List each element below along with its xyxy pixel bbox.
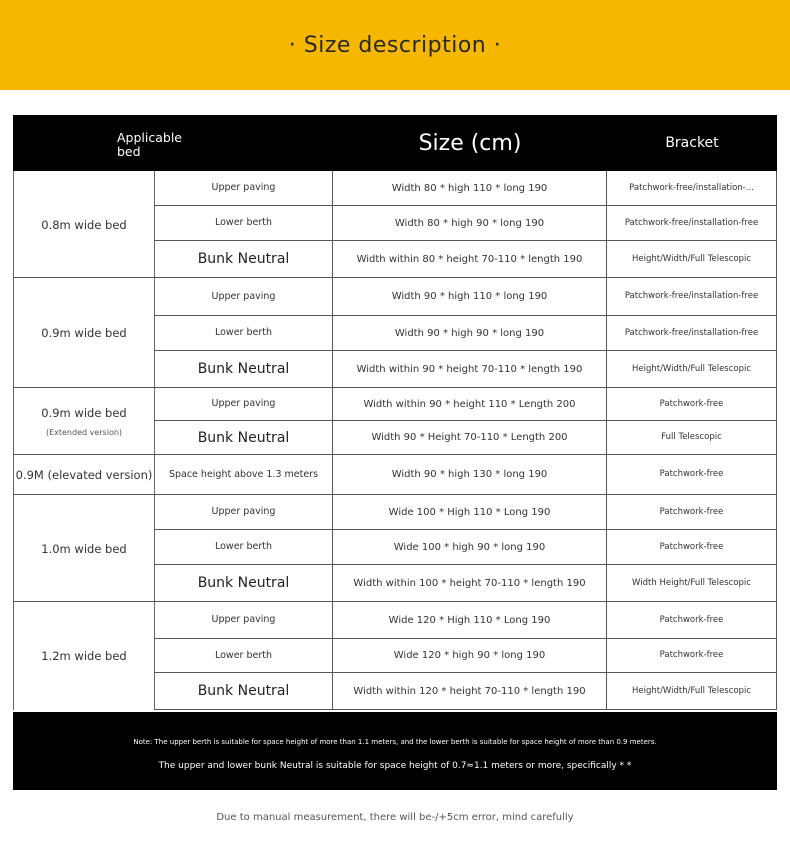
berth-type-cell: Bunk Neutral	[155, 421, 333, 454]
berth-type-cell: Lower berth	[155, 639, 333, 672]
bed-size-cell	[13, 171, 155, 278]
table-row	[155, 639, 777, 673]
dimensions-cell: Width 90 * high 90 * long 190	[333, 316, 607, 350]
dimensions-cell: Width 90 * high 130 * long 190	[333, 455, 607, 494]
table-row	[155, 388, 777, 421]
bed-size-cell	[13, 388, 155, 455]
bed-size-label: 0.9m wide bed	[41, 406, 127, 420]
dimensions-cell: Wide 100 * high 90 * long 190	[333, 530, 607, 564]
bracket-cell: Patchwork-free/installation-free	[607, 278, 777, 315]
dimensions-cell: Width 90 * high 110 * long 190	[333, 278, 607, 315]
bed-group	[13, 602, 777, 710]
header-size: Size (cm)	[418, 130, 522, 156]
page-title: · Size description ·	[288, 32, 502, 58]
bed-size-cell	[13, 602, 155, 710]
berth-type-cell: Upper paving	[155, 388, 333, 420]
bed-size-label: 0.9m wide bed	[41, 326, 127, 340]
dimensions-cell: Width 90 * Height 70-110 * Length 200	[333, 421, 607, 454]
table-row	[155, 530, 777, 565]
bracket-cell: Width Height/Full Telescopic	[607, 565, 777, 601]
table-row	[155, 495, 777, 530]
header-applicable-bed: Applicable bed	[117, 130, 182, 159]
dimensions-cell: Wide 120 * high 90 * long 190	[333, 639, 607, 672]
berth-type-cell: Bunk Neutral	[155, 565, 333, 601]
table-row	[155, 171, 777, 206]
dimensions-cell: Width 80 * high 110 * long 190	[333, 171, 607, 205]
note-box	[13, 712, 777, 790]
berth-type-cell: Lower berth	[155, 530, 333, 564]
bed-size-sublabel: (Extended version)	[45, 428, 123, 437]
bracket-cell: Height/Width/Full Telescopic	[607, 241, 777, 277]
bracket-cell: Height/Width/Full Telescopic	[607, 351, 777, 387]
bed-size-label: 0.8m wide bed	[41, 217, 127, 232]
table-row	[155, 278, 777, 316]
bracket-cell: Patchwork-free	[607, 530, 777, 564]
table-row	[155, 565, 777, 602]
table-row	[155, 351, 777, 388]
bracket-cell: Patchwork-free/installation-free	[607, 316, 777, 350]
bracket-cell: Full Telescopic	[607, 421, 777, 454]
bracket-cell: Patchwork-free	[607, 455, 777, 494]
table-row	[155, 316, 777, 351]
bracket-cell: Patchwork-free	[607, 639, 777, 672]
bed-size-cell	[13, 495, 155, 602]
table-row	[155, 241, 777, 278]
title-banner	[0, 0, 790, 90]
berth-type-cell: Lower berth	[155, 206, 333, 240]
dimensions-cell: Wide 120 * High 110 * Long 190	[333, 602, 607, 638]
dimensions-cell: Width within 120 * height 70-110 * length 190	[333, 673, 607, 709]
table-row	[155, 206, 777, 241]
bracket-cell: Patchwork-free/installation-free	[607, 206, 777, 240]
bed-size-label: 1.0m wide bed	[41, 541, 127, 556]
berth-type-cell: Upper paving	[155, 495, 333, 529]
berth-type-cell: Bunk Neutral	[155, 351, 333, 387]
berth-type-cell: Upper paving	[155, 602, 333, 638]
bed-size-cell	[13, 455, 155, 495]
berth-type-cell: Bunk Neutral	[155, 241, 333, 277]
bed-size-label: 0.9M (elevated version)	[15, 468, 153, 482]
bed-group	[13, 455, 777, 495]
bracket-cell: Height/Width/Full Telescopic	[607, 673, 777, 709]
measurement-disclaimer: Due to manual measurement, there will be-/+5cm error, mind carefully	[216, 812, 574, 823]
dimensions-cell: Wide 100 * High 110 * Long 190	[333, 495, 607, 529]
bed-size-cell	[13, 278, 155, 388]
dimensions-cell: Width 80 * high 90 * long 190	[333, 206, 607, 240]
bed-group	[13, 171, 777, 278]
berth-type-cell: Lower berth	[155, 316, 333, 350]
berth-type-cell: Space height above 1.3 meters	[155, 455, 333, 494]
bracket-cell: Patchwork-free	[607, 495, 777, 529]
bracket-cell: Patchwork-free/installation-...	[607, 171, 777, 205]
bracket-cell: Patchwork-free	[607, 388, 777, 420]
note-line-1: Note: The upper berth is suitable for space height of more than 1.1 meters, and the lower berth is suitable for space height of more than 0.9 meters.	[133, 738, 657, 746]
bed-group	[13, 495, 777, 602]
bed-group	[13, 278, 777, 388]
table-row	[155, 673, 777, 710]
table-row	[155, 421, 777, 455]
bracket-cell: Patchwork-free	[607, 602, 777, 638]
bed-group	[13, 388, 777, 455]
header-bracket: Bracket	[665, 135, 719, 151]
dimensions-cell: Width within 80 * height 70-110 * length 190	[333, 241, 607, 277]
note-line-2: The upper and lower bunk Neutral is suitable for space height of 0.7≈1.1 meters or more, specifically * *	[158, 761, 632, 771]
berth-type-cell: Upper paving	[155, 171, 333, 205]
berth-type-cell: Bunk Neutral	[155, 673, 333, 709]
berth-type-cell: Upper paving	[155, 278, 333, 315]
table-row	[155, 455, 777, 495]
table-row	[155, 602, 777, 639]
dimensions-cell: Width within 100 * height 70-110 * length 190	[333, 565, 607, 601]
dimensions-cell: Width within 90 * height 70-110 * length 190	[333, 351, 607, 387]
dimensions-cell: Width within 90 * height 110 * Length 200	[333, 388, 607, 420]
table-header	[13, 115, 777, 171]
bed-size-label: 1.2m wide bed	[41, 649, 127, 663]
